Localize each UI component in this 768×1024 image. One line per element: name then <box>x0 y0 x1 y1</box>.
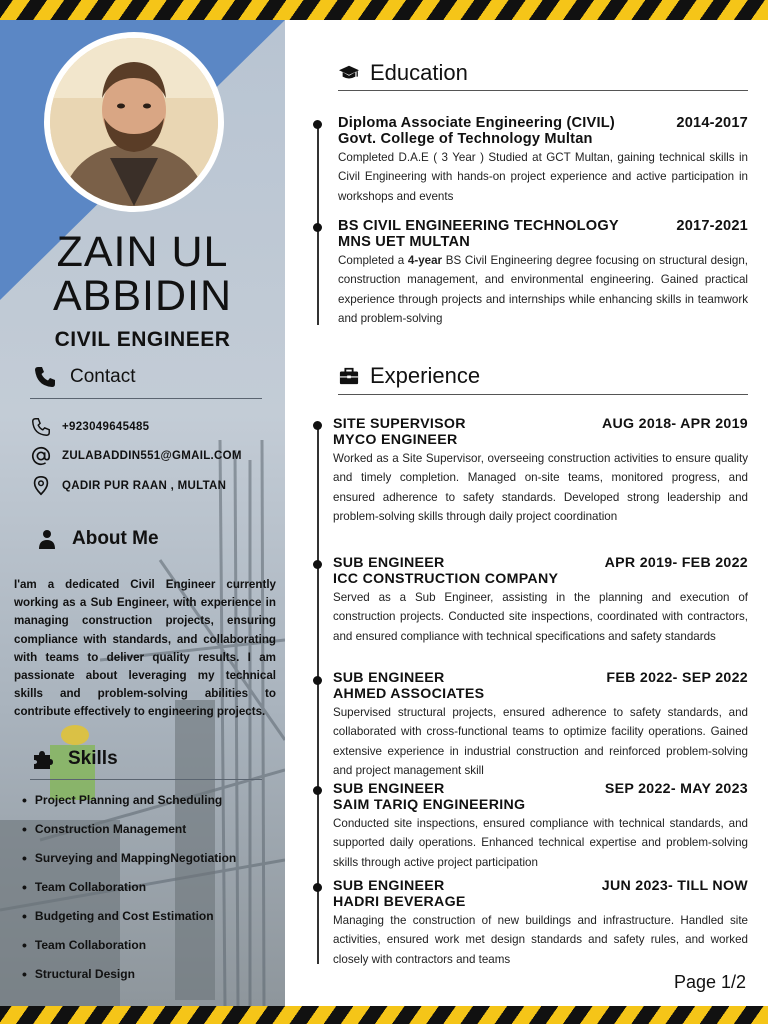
timeline-dot <box>313 560 322 569</box>
desc-text: Completed a <box>338 254 408 267</box>
email-address: ZULABADDIN551@GMAIL.COM <box>62 450 242 462</box>
skill-item: • Surveying and MappingNegotiation <box>22 843 236 872</box>
timeline-dot <box>313 676 322 685</box>
years: 2017-2021 <box>676 218 748 234</box>
dates: SEP 2022- MAY 2023 <box>604 781 748 797</box>
phone-icon <box>32 365 58 389</box>
role: SUB ENGINEER <box>333 781 445 797</box>
profile-photo <box>44 32 224 212</box>
company: HADRI BEVERAGE <box>333 894 466 910</box>
entry-header <box>333 555 748 571</box>
education-heading <box>338 60 468 86</box>
role: SUB ENGINEER <box>333 555 445 571</box>
contact-phone[interactable] <box>30 416 149 438</box>
timeline-dot <box>313 786 322 795</box>
experience-entry <box>333 416 748 526</box>
role: SUB ENGINEER <box>333 878 445 894</box>
institution: Govt. College of Technology Multan <box>338 131 593 147</box>
graduation-cap-icon <box>338 63 360 83</box>
skills-heading-label: Skills <box>68 748 118 769</box>
education-heading-label: Education <box>370 60 468 85</box>
person-icon <box>34 527 60 551</box>
experience-entry <box>333 555 748 646</box>
contact-email[interactable] <box>30 445 242 467</box>
sidebar <box>0 20 285 1006</box>
phone-number: +923049645485 <box>62 421 150 433</box>
dates: AUG 2018- APR 2019 <box>601 416 748 432</box>
skill-item: • Team Collaboration <box>22 872 236 901</box>
entry-description <box>338 251 748 328</box>
timeline-dot <box>313 421 322 430</box>
timeline-dot <box>313 883 322 892</box>
entry-description: Served as a Sub Engineer, assisting in the planning and execution of construction projects. Conducted site inspections, coordinated with contractors, and ensured compliance with technical specifications and safety standards <box>333 591 748 643</box>
skill-item: • Project Planning and Scheduling <box>22 785 236 814</box>
experience-entry <box>333 670 748 780</box>
job-title: CIVIL ENGINEER <box>54 328 231 351</box>
puzzle-icon <box>30 747 56 771</box>
contact-divider <box>30 398 262 399</box>
company: SAIM TARIQ ENGINEERING <box>333 797 526 813</box>
company: AHMED ASSOCIATES <box>333 686 485 702</box>
role: SITE SUPERVISOR <box>333 416 466 432</box>
degree: BS CIVIL ENGINEERING TECHNOLOGY <box>338 218 619 234</box>
experience-heading-label: Experience <box>370 363 481 388</box>
about-heading-label: About Me <box>72 528 159 549</box>
entry-description: Completed D.A.E ( 3 Year ) Studied at GCT Multan, gaining technical skills in Civil Engineering with hands-on project experience and active participation in workshops and events <box>338 151 748 203</box>
role: SUB ENGINEER <box>333 670 445 686</box>
timeline-dot <box>313 223 322 232</box>
dates: JUN 2023- TILL NOW <box>601 878 748 894</box>
briefcase-icon <box>338 366 360 386</box>
desc-bold: 4-year <box>407 254 443 267</box>
skill-item: • Construction Management <box>22 814 236 843</box>
skill-item: • Structural Design <box>22 959 236 988</box>
entry-description: Conducted site inspections, ensured compliance with technical standards, and supported daily operations. Enhanced technical expertise and problem-solving skills through active project participation <box>333 817 748 869</box>
about-heading <box>34 527 159 551</box>
timeline-dot <box>313 120 322 129</box>
experience-entry <box>333 781 748 872</box>
skill-item: • Team Collaboration <box>22 930 236 959</box>
entry-description: Worked as a Site Supervisor, overseeing construction activities to ensure quality and timely completion. Managed on-site teams, monitored progress, and ensured adherence to safety standards. Developed strong leadership and problem-solving skills through daily project coordination <box>333 452 748 523</box>
degree: Diploma Associate Engineering (CIVIL) <box>338 115 615 131</box>
education-divider <box>338 90 748 91</box>
candidate-name <box>0 230 285 318</box>
at-sign-icon <box>30 445 52 467</box>
hazard-stripe-top <box>0 0 768 20</box>
entry-header <box>333 416 748 432</box>
entry-description: Managing the construction of new buildings and infrastructure. Handled site activities, ensured work met design standards and safety rules, and worked closely with contractors and teams <box>333 914 748 966</box>
avatar-portrait <box>50 38 218 206</box>
education-entry <box>338 115 748 206</box>
entry-header <box>333 670 748 686</box>
name-line-1: ZAIN UL <box>56 228 229 276</box>
institution: MNS UET MULTAN <box>338 234 470 250</box>
company: ICC CONSTRUCTION COMPANY <box>333 571 559 587</box>
dates: APR 2019- FEB 2022 <box>604 555 748 571</box>
hazard-stripe-bottom <box>0 1006 768 1024</box>
education-entry <box>338 218 748 328</box>
contact-address <box>30 475 226 497</box>
company: MYCO ENGINEER <box>333 432 458 448</box>
skills-divider <box>30 779 262 780</box>
skills-list <box>22 785 236 988</box>
about-text: I'am a dedicated Civil Engineer currently working as a Sub Engineer, with experience in managing construction projects, ensuring compliance with standards, and collaborating with teams to deliver quality results. I am passionate about leveraging my technical skills and problem-solving abilities to contribute effectively to engineering projects. <box>14 578 276 719</box>
contact-heading <box>32 365 135 389</box>
skills-heading <box>30 747 118 771</box>
location-pin-icon <box>30 475 52 497</box>
page-number: Page 1/2 <box>673 972 746 992</box>
entry-header <box>333 878 748 894</box>
experience-heading <box>338 363 480 389</box>
experience-divider <box>338 394 748 395</box>
desc-text: BS Civil Engineering degree focusing on structural design, construction management, and environmental engineering. Gained practical experience through projects and internships while enhancing skills in teamwork and problem-solving <box>338 254 748 325</box>
address-text: QADIR PUR RAAN , MULTAN <box>62 480 227 492</box>
name-line-2: ABBIDIN <box>52 272 233 320</box>
dates: FEB 2022- SEP 2022 <box>606 670 748 686</box>
contact-heading-label: Contact <box>70 366 136 387</box>
skill-item: • Budgeting and Cost Estimation <box>22 901 236 930</box>
experience-entry <box>333 878 748 969</box>
entry-header <box>338 115 748 131</box>
entry-header <box>333 781 748 797</box>
entry-description: Supervised structural projects, ensured adherence to safety standards, and collaborated with cross-functional teams to optimize facility operations. Gained extensive experience in industrial construction and reinforced problem-solving and project management skill <box>333 706 748 777</box>
years: 2014-2017 <box>676 115 748 131</box>
phone-outline-icon <box>30 416 52 438</box>
entry-header <box>338 218 748 234</box>
